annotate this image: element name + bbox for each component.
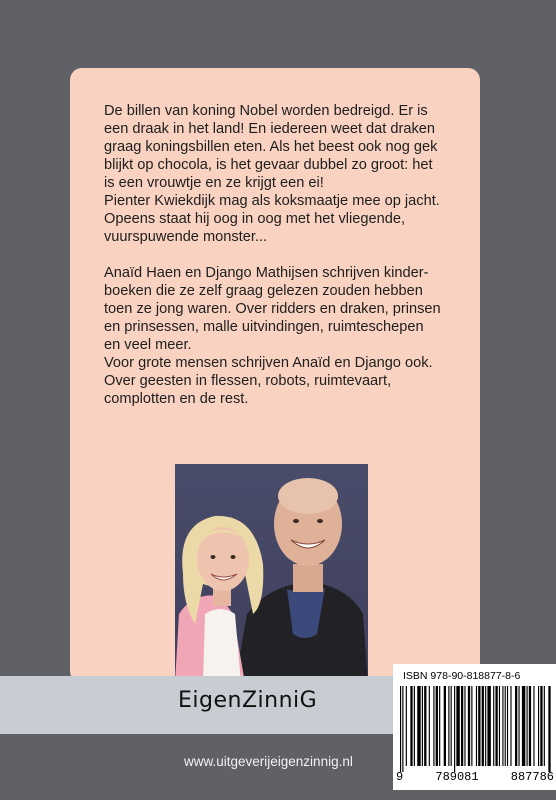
barcode-bar bbox=[499, 686, 500, 766]
barcode-bar bbox=[522, 686, 525, 766]
publisher-url: www.uitgeverijeigenzinnig.nl bbox=[184, 754, 353, 769]
barcode-bar bbox=[422, 686, 423, 766]
barcode-bar bbox=[433, 686, 434, 766]
barcode-bar bbox=[533, 686, 534, 766]
blurb-line: is een vrouwtje en ze krijgt een ei! bbox=[104, 175, 324, 191]
barcode-bar bbox=[424, 686, 426, 766]
author-line: Over geesten in flessen, robots, ruimtevaart, bbox=[104, 373, 392, 389]
barcode-bar bbox=[400, 686, 401, 772]
author-line: Voor grote mensen schrijven Anaïd en Django ook. bbox=[104, 355, 433, 371]
barcode-bar bbox=[487, 686, 490, 766]
barcode-bar bbox=[468, 686, 470, 766]
barcode-bar bbox=[448, 686, 449, 766]
blurb-line: Opeens staat hij oog in oog met het vliegende, bbox=[104, 211, 405, 227]
barcode-bar bbox=[402, 686, 403, 772]
author-photo bbox=[175, 464, 368, 683]
blurb-line: De billen van koning Nobel worden bedreigd. Er is bbox=[104, 103, 428, 119]
author-photo-illustration bbox=[175, 464, 368, 683]
barcode-bar bbox=[476, 686, 477, 766]
barcode-digits bbox=[396, 770, 554, 784]
barcode-digit-group: 887786 bbox=[510, 770, 554, 784]
barcode-bar bbox=[464, 686, 465, 766]
barcode-bar bbox=[515, 686, 517, 766]
barcode-bar bbox=[439, 686, 440, 766]
barcode-bar bbox=[456, 686, 459, 766]
barcode-bar bbox=[505, 686, 506, 766]
barcode-bar bbox=[507, 686, 508, 766]
barcode-bar bbox=[529, 686, 531, 766]
blurb-line: Pienter Kwiekdijk mag als koksmaatje mee op jacht. bbox=[104, 193, 440, 209]
barcode-bar bbox=[482, 686, 484, 766]
barcode-bar bbox=[548, 686, 550, 772]
author-line: toen ze jong waren. Over ridders en draken, prinsen bbox=[104, 301, 441, 317]
author-line: en veel meer. bbox=[104, 337, 192, 353]
barcode-bar bbox=[485, 686, 486, 766]
blurb-line: een draak in het land! En iedereen weet dat draken bbox=[104, 121, 436, 137]
blurb-line: graag koningsbillen eten. Als het beest ook nog gek bbox=[104, 139, 438, 155]
barcode-bar bbox=[436, 686, 438, 766]
barcode-bar bbox=[493, 686, 494, 766]
barcode-bar bbox=[540, 686, 542, 766]
barcode-bar bbox=[451, 686, 452, 766]
barcode-bar bbox=[478, 686, 480, 766]
barcode-bar bbox=[406, 686, 407, 766]
author-line: en prinsessen, malle uitvindingen, ruimteschepen bbox=[104, 319, 424, 335]
barcode-bar bbox=[502, 686, 503, 766]
barcode-bar bbox=[527, 686, 528, 766]
paragraph-gap bbox=[104, 246, 474, 264]
barcode-bar bbox=[518, 686, 519, 766]
back-cover-blurb bbox=[104, 102, 474, 408]
author-line: Anaïd Haen en Django Mathijsen schrijven kinder- bbox=[104, 265, 429, 281]
barcode-bar bbox=[495, 686, 497, 766]
barcode-bar bbox=[471, 686, 472, 766]
isbn-label: ISBN 978-90-818877-8-6 bbox=[403, 670, 521, 682]
barcode-bar bbox=[444, 686, 446, 766]
barcode-digit-group: 9 bbox=[396, 770, 404, 784]
barcode-bar bbox=[454, 686, 455, 772]
barcode-bar bbox=[544, 686, 545, 766]
barcode-bar bbox=[410, 686, 412, 766]
publisher-logo: EigenZinniG bbox=[178, 688, 318, 713]
blurb-line: blijkt op chocola, is het gevaar dubbel zo groot: het bbox=[104, 157, 433, 173]
author-line: complotten en de rest. bbox=[104, 391, 249, 407]
barcode-bar bbox=[538, 686, 539, 766]
blurb-line: vuurspuwende monster... bbox=[104, 229, 268, 245]
barcode-bar bbox=[429, 686, 430, 766]
barcode-digit-group: 789081 bbox=[435, 770, 479, 784]
barcode-bar bbox=[417, 686, 420, 766]
author-line: boeken die ze zelf graag gelezen zouden hebben bbox=[104, 283, 423, 299]
barcode-bar bbox=[510, 686, 511, 766]
barcode-bar bbox=[461, 686, 463, 766]
barcode-bar bbox=[414, 686, 415, 766]
barcode-bars bbox=[398, 686, 552, 772]
